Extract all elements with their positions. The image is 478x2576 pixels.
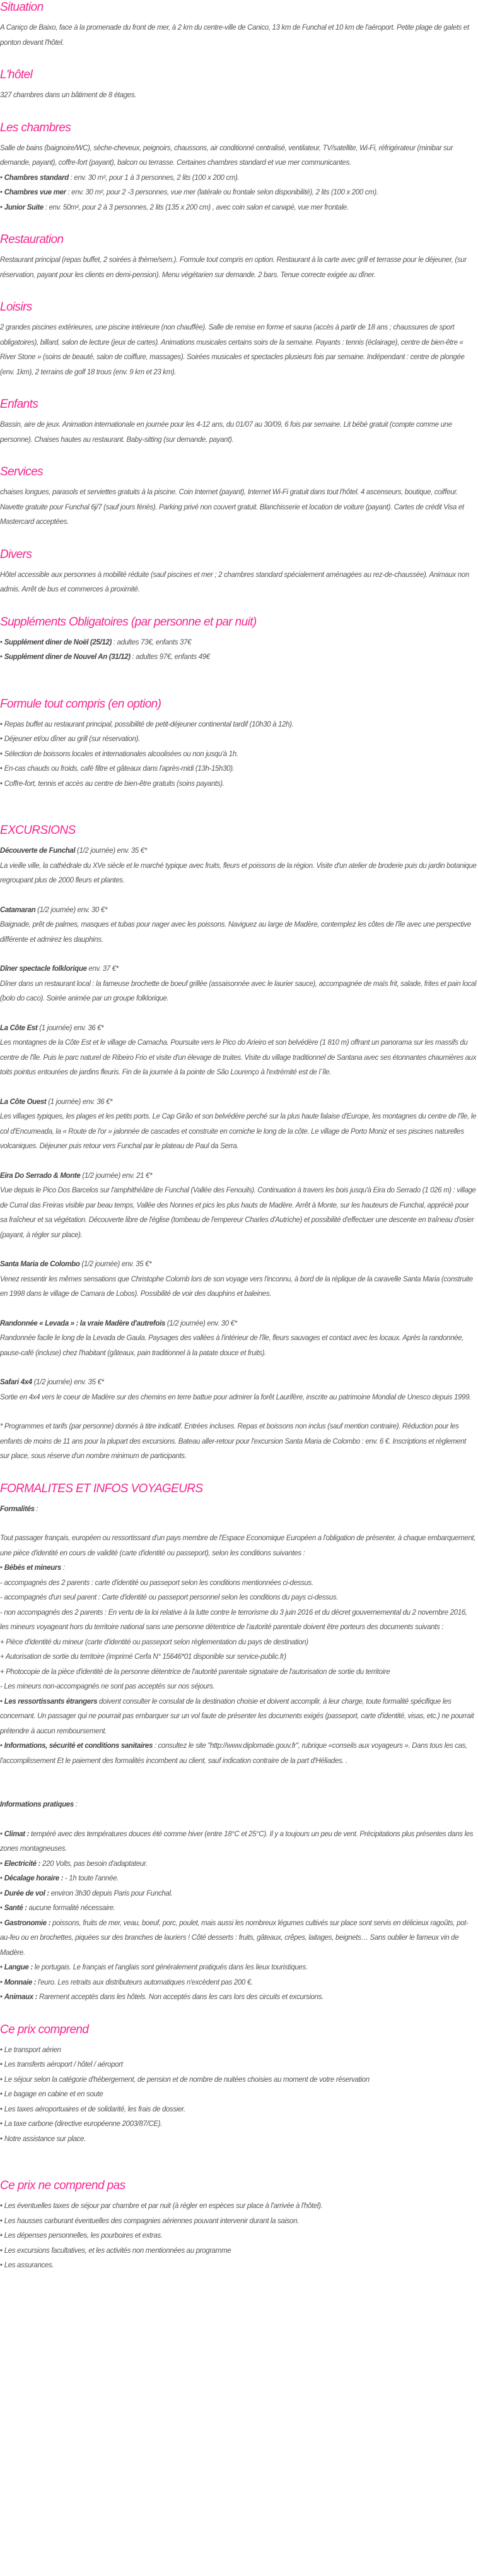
excursion-name: Safari 4x4 (0, 1379, 32, 1386)
section-divers (0, 547, 477, 598)
list-item: • Le bagage en cabine et en soute (0, 2087, 477, 2103)
excursion-item (0, 1095, 477, 1154)
excursion-description: Les villages typiques, les plages et les petits ports. Le Cap Girão et son belvédère perché sur la plus haute falaise d'Europe, les montagnes du centre de l'île, le col d'Encumeada, la « Route de l'or » jalonnée de cascades et construite en corniche le long de la côte. Le village de Porto Moniz et ses piscines naturelles volcaniques. Déjeuner puis retour vers Funchal par le plateau de Paul da Serra. (0, 1113, 477, 1150)
section-ce-prix-comprend (0, 2022, 477, 2147)
list-item: • Monnaie : l'euro. Les retraits aux distributeurs automatiques n'excèdent pas 200 €. (0, 1976, 477, 1991)
included-list (0, 2043, 477, 2147)
list-item: • Durée de vol : environ 3h30 depuis Paris pour Funchal. (0, 1887, 477, 1902)
section-text: Restaurant principal (repas buffet, 2 soirées à thème/sem.). Formule tout compris en option. Restaurant à la carte avec grill et terrasse pour le déjeuner, (sur réservation, payant pour les clients en demi-pension). Menu végétarien sur demande. 2 bars. Tenue correcte exigée au dîner. (0, 256, 467, 279)
list-item: • Les excursions facultatives, et les activités non mentionnées au programme (0, 2244, 477, 2259)
excursion-item (0, 1375, 477, 1405)
room-types-list (0, 171, 477, 216)
section-enfants (0, 397, 477, 448)
section-title: Enfants (0, 398, 38, 411)
list-item: • Langue : le portugais. Le français et l'anglais sont généralement pratiqués dans les lieux touristiques. (0, 1961, 477, 1976)
list-item: • Les hausses carburant éventuelles des compagnies aériennes pouvant intervenir durant la saison. (0, 2214, 477, 2229)
formalites-line: - Les mineurs non-accompagnés ne sont pas acceptés sur nos séjours. (0, 1683, 215, 1690)
formalites-line: - accompagnés des 2 parents : carte d'identité ou passeport selon les conditions mentionnées ci-dessus. (0, 1579, 313, 1587)
list-item: • Le séjour selon la catégorie d'hébergement, de pension et de nombre de nuitées choisies au moment de votre réservation (0, 2073, 477, 2088)
excursion-price: (1/2 journée) env. 30 €* (35, 906, 108, 914)
excursion-price: (1 journée) env. 36 €* (46, 1098, 113, 1106)
excursion-price: (1/2 journée) env. 21 €* (80, 1172, 153, 1180)
list-item: • Gastronomie : poissons, fruits de mer, veau, boeuf, porc, poulet, mais aussi les nombreux légumes cultivés sur place sont servis en délicieux ragoûts, pot-au-feu ou en brochettes, piquées sur des branches de lauriers ! Côté desserts : fruits, gâteaux, crêpes, laitages, beignets… Sans oublier le fameux vin de Madère. (0, 1916, 477, 1961)
practical-info-list (0, 1827, 477, 2005)
section-hotel (0, 68, 477, 104)
list-item: • Junior Suite : env. 50m², pour 2 à 3 personnes, 2 lits (135 x 200 cm) , avec coin salon et canapé, vue mer frontale. (0, 201, 477, 216)
section-title: EXCURSIONS (0, 824, 76, 837)
excursion-price: (1/2 journée) env. 35 €* (32, 1379, 104, 1386)
list-item: • Les dépenses personnelles, les pourboires et extras. (0, 2229, 477, 2244)
section-text: 327 chambres dans un bâtiment de 8 étages. (0, 92, 137, 99)
section-text: 2 grandes piscines extérieures, une piscine intérieure (non chauffée). Salle de remise en forme et sauna (accès à partir de 18 ans ; chaussures de sport obligatoires), billard, salon de lecture (jeux de cartes). Animations musicales certains soirs de la semaine. Payants : tennis (éclairage), centre de bien-être « River Stone » (soins de beauté, salon de coiffure, massages). Soirées musicales et spectacles plusieurs fois par semaine. Indépendant : centre de plongée (env. 1km), 2 terrains de golf 18 trous (env. 9 km et 23 km). (0, 324, 465, 376)
section-excursions (0, 823, 477, 1464)
excursion-item (0, 1169, 477, 1243)
section-title: Les chambres (0, 121, 71, 134)
excursion-name: Dîner spectacle folklorique (0, 965, 87, 973)
list-item: • Les transferts aéroport / hôtel / aéroport (0, 2058, 477, 2073)
formalites-line: + Pièce d'identité du mineur (carte d'identité ou passeport selon règlementation du pays de destination) (0, 1638, 308, 1646)
excursion-name: Découverte de Funchal (0, 847, 76, 855)
list-item: • Santé : aucune formalité nécessaire. (0, 1901, 477, 1916)
section-title: Services (0, 465, 44, 478)
list-item: • Les ressortissants étrangers doivent consulter le consulat de la destination choisie et doivent accomplir, à leur charge, toute formalité spécifique les concernant. Un passager qui ne pourrait pas embarquer sur un vol faute de présenter les documents exigés (passeport, carte d'identité, visas, etc.) ne pourrait prétendre à aucun remboursement. (0, 1695, 477, 1740)
excursion-name: Santa Maria de Colombo (0, 1261, 80, 1268)
section-loisirs (0, 300, 477, 380)
excursion-item (0, 844, 477, 889)
list-item: • Informations, sécurité et conditions sanitaires : consultez le site "http://www.diplomatie.gouv.fr", rubrique «conseils aux voyageurs ». Dans tous les cas, l'accomplissement Et le paiement des formalités incombent au client, sauf indication contraire de la part d'Héliades. . (0, 1739, 477, 1769)
list-item: • Animaux : Rarement acceptés dans les hôtels. Non acceptés dans les cars lors des circuits et excursions. (0, 1990, 477, 2005)
supplements-list (0, 636, 477, 665)
section-text: Bassin, aire de jeux. Animation internationale en journée pour les 4-12 ans, du 01/07 au 30/09, 6 fois par semaine. Lit bébé gratuit (compte comme une personne). Chaises hautes au restaurant. Baby-sitting (sur demande, payant). (0, 421, 452, 444)
formalites-line: + Photocopie de la pièce d'identité de la personne détentrice de l'autorité parentale signataire de l'autorisation de sortie du territoire (0, 1668, 390, 1676)
list-item: • Les assurances. (0, 2258, 477, 2274)
list-item: • Les taxes aéroportuaires et de solidarité, les frais de dossier. (0, 2103, 477, 2118)
subsection-title: Formalités (0, 1505, 35, 1513)
section-title: Suppléments Obligatoires (par personne et par nuit) (0, 615, 257, 629)
formalites-line: + Autorisation de sortie du territoire (imprimé Cerfa N° 15646*01 disponible sur service-public.fr) (0, 1653, 286, 1661)
excursion-item (0, 962, 477, 1007)
excursion-description: Sortie en 4x4 vers le coeur de Madère sur des chemins en terre battue pour admirer la forêt Laurifère, inscrite au patrimoine Mondial de Unesco depuis 1999. (0, 1393, 471, 1401)
excursion-description: Randonnée facile le long de la Levada de Gaula. Paysages des vallées à l'intérieur de l'île, fleurs sauvages et contact avec les locaux. Après la randonnée, pause-café (incluse) chez l'habitant (gâteaux, pain traditionnel à la patate douce et fruits). (0, 1334, 464, 1357)
section-text: Hôtel accessible aux personnes à mobilité réduite (sauf piscines et mer ; 2 chambres standard spécialement aménagées au rez-de-chaussée). Animaux non admis. Arrêt de bus et commerces à proximité. (0, 571, 469, 593)
list-item: • Les éventuelles taxes de séjour par chambre et par nuit (à régler en espèces sur place à l'arrivée à l'hôtel). (0, 2199, 477, 2214)
section-title: Formule tout compris (en option) (0, 697, 161, 711)
list-item: • Supplément diner de Noël (25/12) : adultes 73€, enfants 37€ (0, 636, 477, 651)
section-title: Divers (0, 547, 32, 561)
section-tout-compris (0, 697, 477, 792)
formalites-line: - non accompagnés des 2 parents : En vertu de la loi relative à la lutte contre le terrorisme du 3 juin 2016 et du décret gouvernemental du 2 novembre 2016, les mineurs voyageant hors du territoire national sans une personne détentrice de l'autorité parentale doivent être porteurs des documents suivants : (0, 1608, 467, 1631)
section-text: A Caniço de Baixo, face à la promenade du front de mer, à 2 km du centre-ville de Canico, 13 km de Funchal et 10 km de l'aéroport. Petite plage de galets et ponton devant l'hôtel. (0, 24, 469, 47)
formalites-line: - accompagnés d'un seul parent : Carte d'identité ou passeport personnel selon les conditions du pays ci-dessus. (0, 1594, 339, 1601)
list-item: • Déjeuner et/ou dîner au grill (sur réservation). (0, 732, 477, 747)
list-item: • Chambres standard : env. 30 m², pour 1 à 3 personnes, 2 lits (100 x 200 cm). (0, 171, 477, 186)
section-formalites: FORMALITES ET INFOS VOYAGEURS Formalités : Tout passager français, européen ou ressortissant d'un pays membre de l'Espace Economique Européen a l'obligation de présenter, à chaque embarquement, une pièce d'identité en cours de validité (carte d'identité ou passeport), selon les conditions suivantes : • Bébés et mineurs : - accompagnés des 2 parents : carte d'identité ou passeport selon les conditions mentionnées ci-dessus. - accompagnés d'un seul parent : Carte d'identité ou passeport personnel selon les conditions du pays ci-dessus. - non accompagnés des 2 parents : En vertu de la loi relative à la lutte contre le terrorisme du 3 juin 2016 et du décret gouvernemental du 2 novembre 2016, les mineurs voyageant hors du territoire national sans une personne détentrice de l'autorité parentale doivent être porteurs des documents suivants : + Pièce d'identité du mineur (carte d'identité ou passeport selon règlementation du pays de destination) + Autorisation de sortie du territoire (imprimé Cerfa N° 15646*01 disponible sur service-public.fr) + Photocopie de la pièce d'identité de la personne détentrice de l'autorité parentale signataire de l'autorisation de sortie du territoire - Les mineurs non-accompagnés ne sont pas acceptés sur nos séjours. • Les ressortissants étrangers doivent consulter le consulat de la destination choisie et doivent accomplir, à leur charge, toute formalité spécifique les concernant. Un passager qui ne pourrait pas embarquer sur un vol faute de présenter les documents exigés (passeport, carte d'identité, visas, etc.) ne pourrait prétendre à aucun remboursement. • Informations, sécurité et conditions sanitaires : consultez le site "http://www.diplomatie.gouv.fr", rubrique «conseils aux voyageurs ». Dans tous les cas, l'accomplissement Et le paiement des formalités incombent au client, sauf indication contraire de la part d'Héliades. . Informations pratiques : • Climat : tempéré avec des températures douces été comme hiver (entre 18°C et 25°C). Il y a toujours un peu de vent. Précipitations plus présentes dans les zones montagneuses. • Electricité : 220 Volts, pas besoin d'adaptateur. • Décalage horaire : - 1h toute l'année. • Durée de vol : environ 3h30 depuis Paris pour Funchal. • Santé : aucune formalité nécessaire. • Gastronomie : poissons, fruits de mer, veau, boeuf, porc, poulet, mais aussi les nombreux légumes cultivés sur place sont servis en délicieux ragoûts, pot-au-feu ou en brochettes, piquées sur des branches de lauriers ! Côté desserts : fruits, gâteaux, crêpes, laitages, beignets… Sans oublier le fameux vin de Madère. • Langue : le portugais. Le français et l'anglais sont généralement pratiqués dans les lieux touristiques. • Monnaie : l'euro. Les retraits aux distributeurs automatiques n'excèdent pas 200 €. • Animaux : Rarement acceptés dans les hôtels. Non acceptés dans les cars lors des circuits et excursions. (0, 1481, 477, 2005)
section-restauration (0, 232, 477, 283)
excursion-name: La Côte Est (0, 1024, 38, 1032)
excursion-description: Venez ressentir les mêmes sensations que Christophe Colomb lors de son voyage vers l'inconnu, à bord de la réplique de la caravelle Santa Maria (construite en 1998 dans le village de Camara de Lobos). Possibilité de voir des dauphins et baleines. (0, 1275, 473, 1298)
excursion-price: (1/2 journée) env. 35 €* (75, 847, 147, 855)
list-item: • Chambres vue mer : env. 30 m², pour 2 -3 personnes, vue mer (latérale ou frontale selon disponibilité), 2 lits (100 x 200 cm). (0, 186, 477, 201)
list-item: • Bébés et mineurs : (0, 1561, 477, 1576)
excursion-description: Dîner dans un restaurant local : la fameuse brochette de boeuf grillée (assaisonnée avec le laurier sauce), accompagnée de maïs frit, salade, frites et pain local (bolo do caco). Soirée animée par un groupe folklorique. (0, 980, 477, 1002)
section-title: FORMALITES ET INFOS VOYAGEURS (0, 1481, 203, 1495)
list-item: • Repas buffet au restaurant principal, possibilité de petit-déjeuner continental tardif (10h30 à 12h). (0, 718, 477, 733)
excursion-item (0, 903, 477, 948)
section-services (0, 465, 477, 530)
section-text: Salle de bains (baignoire/WC), sèche-cheveux, peignoirs, chaussons, air conditionné centralisé, ventilateur, TV/satellite, Wi-Fi, réfrigérateur (minibar sur demande, payant), coffre-fort (payant), balcon ou terrasse. Certaines chambres standard et vue mer communicantes. (0, 144, 453, 167)
section-title: Situation (0, 1, 44, 14)
list-item: • En-cas chauds ou froids, café filtre et gâteaux dans l'après-midi (13h-15h30). (0, 762, 477, 777)
excursion-description: Baignade, prêt de palmes, masques et tubas pour nager avec les poissons. Naviguez au large de Madère, contemplez les côtes de l'île avec une perspective différente et admirez les dauphins. (0, 921, 471, 944)
section-title: L'hôtel (0, 68, 33, 81)
excursion-description: La vieille ville, la cathédrale du XVe siècle et le marché typique avec fruits, fleurs et poissons de la région. Visite d'un atelier de broderie puis du jardin botanique regroupant plus de 2000 fleurs et plantes. (0, 862, 477, 884)
excursion-price: (1 journée) env. 36 €* (37, 1024, 104, 1032)
excursion-item (0, 1257, 477, 1302)
list-item: • Notre assistance sur place. (0, 2132, 477, 2147)
excursion-item (0, 1021, 477, 1081)
not-included-list (0, 2199, 477, 2274)
list-item: • Le transport aérien (0, 2043, 477, 2058)
list-item: • La taxe carbone (directive européenne 2003/87/CE). (0, 2117, 477, 2132)
excursion-price: (1/2 journée) env. 35 €* (79, 1261, 152, 1268)
list-item: • Coffre-fort, tennis et accès au centre de bien-être gratuits (soins payants). (0, 777, 477, 792)
excursion-description: Les montagnes de la Côte Est et le village de Camacha. Poursuite vers le Pico do Arieiro et son belvédère (1 810 m) offrant un panorama sur les massifs du centre de l'île. Puis le parc naturel de Ribeiro Frio et visite d'un élevage de truites. Visite du village traditionnel de Santana avec ses étonnantes chaumières aux toits pointus entourées de jardins fleuris. Fin de la journée à la pointe de São Lourenço à l'extrémité est de l´île. (0, 1039, 477, 1076)
subsection-title: Informations pratiques (0, 1801, 74, 1808)
section-title: Loisirs (0, 300, 32, 314)
excursion-name: Eira Do Serrado & Monte (0, 1172, 81, 1180)
list-item: • Climat : tempéré avec des températures douces été comme hiver (entre 18°C et 25°C). Il y a toujours un peu de vent. Précipitations plus présentes dans les zones montagneuses. (0, 1827, 477, 1857)
formalites-intro: Tout passager français, européen ou ressortissant d'un pays membre de l'Espace Economique Européen a l'obligation de présenter, à chaque embarquement, une pièce d'identité en cours de validité (carte d'identité ou passeport), selon les conditions suivantes : (0, 1534, 476, 1557)
excursions-footnote: * Programmes et tarifs (par personne) donnés à titre indicatif. Entrées incluses. Repas et boissons non inclus (sauf mention contraire). Réduction pour les enfants de moins de 11 ans pour la plupart des excursions. Bateau aller-retour pour l'excursion Santa Maria de Colombo : env. 6 €. Inscriptions et règlement sur place, sous réserve d'un nombre minimum de participants. (0, 1423, 466, 1460)
excursion-name: La Côte Ouest (0, 1098, 47, 1106)
list-item: • Sélection de boissons locales et internationales alcoolisées ou non jusqu'à 1h. (0, 747, 477, 763)
list-item: • Décalage horaire : - 1h toute l'année. (0, 1872, 477, 1887)
section-supplements (0, 615, 477, 665)
excursion-price: env. 37 €* (86, 965, 119, 973)
section-text: chaises longues, parasols et serviettes gratuits à la piscine. Coin Internet (payant), Internet Wi-Fi gratuit dans tout l'hôtel. 4 ascenseurs, boutique, coiffeur. Navette gratuite pour Funchal 6j/7 (sauf jours fériés). Parking privé non couvert gratuit. Blanchisserie et location de voiture (payant). Cartes de crédit Visa et Mastercard acceptées. (0, 489, 464, 526)
all-inclusive-list (0, 718, 477, 792)
excursion-price: (1/2 journée) env. 30 €* (165, 1319, 237, 1327)
excursion-description: Vue depuis le Pico Dos Barcelos sur l'amphithéâtre de Funchal (Vallée des Fenouils). Continuation à travers les bois jusqu'à Eira do Serrado (1 026 m) : village de Curral das Freiras visible par beau temps, Vallée des Nonnes et pics les plus hauts de Madère. Arrêt à Monte, sur les hauteurs de Funchal, apprécié pour sa fraîcheur et sa végétation. Découverte libre de l'église (tombeau de l'empereur Charles d'Autriche) et possibilité d'effectuer une descente en traîneau d'osier (payant, à régler sur place). (0, 1187, 476, 1239)
list-item: • Supplément diner de Nouvel An (31/12) : adultes 97€, enfants 49€ (0, 650, 477, 665)
section-title: Ce prix ne comprend pas (0, 2179, 125, 2192)
excursion-item (0, 1317, 477, 1362)
excursion-name: Randonnée « Levada » : la vraie Madère d'autrefois (0, 1319, 165, 1327)
section-title: Restauration (0, 233, 64, 246)
section-title: Ce prix comprend (0, 2022, 89, 2036)
section-situation (0, 0, 477, 50)
section-chambres (0, 121, 477, 216)
list-item: • Electricité : 220 Volts, pas besoin d'adaptateur. (0, 1857, 477, 1872)
excursion-name: Catamaran (0, 906, 36, 914)
section-ce-prix-ne-comprend-pas (0, 2178, 477, 2274)
